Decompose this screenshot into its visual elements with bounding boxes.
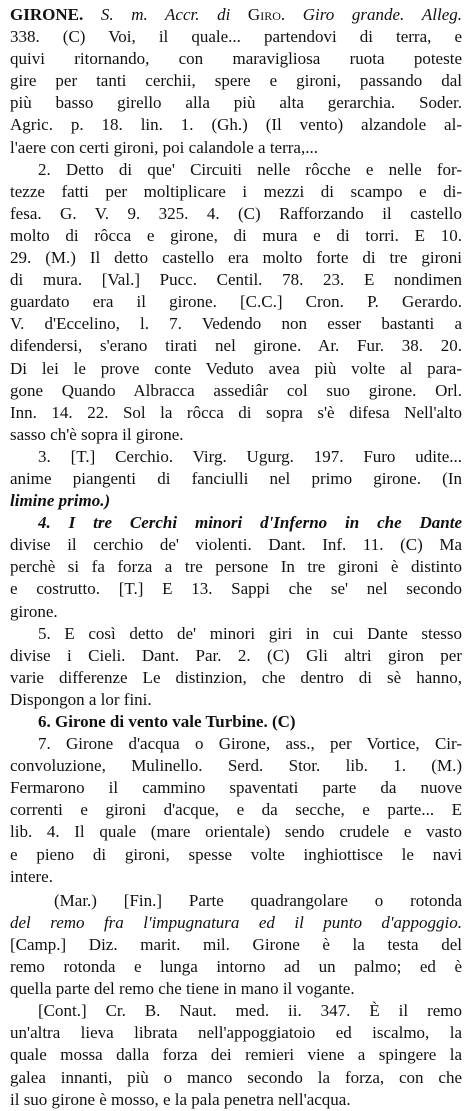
text-line: e pieno di gironi, spesse volte inghiottisce le navi xyxy=(10,844,462,864)
text-line: lib. 4. Il quale (mare orientale) sendo crudele e vasto xyxy=(10,822,462,842)
text-line: girone. xyxy=(10,601,58,621)
headword: GIRONE xyxy=(10,5,79,24)
text-line: del remo fra l'impugnatura ed il punto d'appoggio. xyxy=(10,912,462,932)
text-line: guardato era il girone. [C.C.] Cron. P. Gerardo. xyxy=(10,292,462,312)
text-line: più basso girello alla più alta gerarchia. Soder. xyxy=(10,93,462,113)
text-line: divise il cerchio de' violenti. Dant. Inf. 11. (C) Ma xyxy=(10,535,462,555)
text-line: e costrutto. [T.] E 13. Sappi che se' nel secondo xyxy=(10,579,462,599)
text-line: 6. Girone di vento vale Turbine. (C) xyxy=(38,712,296,731)
text-line: fesa. G. V. 9. 325. 4. (C) Rafforzando il castello xyxy=(10,203,462,223)
sense-5 xyxy=(10,623,462,711)
sense-7 xyxy=(10,733,462,888)
text-line: 4. I tre Cerchi minori d'Inferno in che Dante xyxy=(38,513,462,533)
text-line: Inn. 14. 22. Sol la rôcca di sopra s'è difesa Nell'alto xyxy=(10,402,462,422)
text-line: 5. E così detto de' minori giri in cui Dante stesso xyxy=(38,623,462,643)
text-line: intere. xyxy=(10,866,53,886)
sense-6 xyxy=(10,711,462,733)
text-line: Di lei le prove conte Veduto avea più volte al para- xyxy=(10,358,462,378)
text-line: di mura. [Val.] Pucc. Centil. 78. 23. E nondimen xyxy=(10,270,462,290)
text-line: 338. (C) Voi, il quale... partendovi di terra, e xyxy=(10,27,462,47)
text-line: un'altra lieva librata nell'appoggiatoio ed iscalmo, la xyxy=(10,1023,462,1043)
text-line: il suo girone è mosso, e la pala penetra nell'acqua. xyxy=(10,1089,351,1109)
text-line: gone Quando Albracca assediâr col suo girone. Orl. xyxy=(10,380,462,400)
text-line: V. d'Eccelino, l. 7. Vedendo non esser bastanti a xyxy=(10,314,462,334)
text-line: quella parte del remo che tiene in mano il vogante. xyxy=(10,979,355,999)
text-line: divise i Cieli. Dant. Par. 2. (C) Gli altri giron per xyxy=(10,645,462,665)
text-line: l'aere con certi gironi, poi calandole a terra,... xyxy=(10,137,318,157)
sense-2 xyxy=(10,159,462,446)
text-line: 3. [T.] Cerchio. Virg. Ugurg. 197. Furo udite... xyxy=(38,446,462,466)
sense-cont xyxy=(10,1000,462,1110)
entry-header xyxy=(10,4,462,26)
text-line: perchè si fa forza a tre persone In tre gironi è distinto xyxy=(10,557,462,577)
text-line: 29. (M.) Il detto castello era molto forte di tre gironi xyxy=(10,248,462,268)
gloss: Giro grande. xyxy=(302,5,405,24)
sense-1 xyxy=(10,26,462,159)
entry-header-line: GIRONE. S. m. Accr. di Giro. Giro grande. Alleg. xyxy=(10,5,462,24)
text-line: Dispongon a lor fini. xyxy=(10,689,152,709)
sense-marine xyxy=(10,890,462,1000)
text-line: tezze fatti per moltiplicare i mezzi di scampo e di- xyxy=(10,181,462,201)
text-line: anime piangenti di fanciulli nel primo girone. (In xyxy=(10,468,462,488)
text-line: Fermarono il cammino spaventati parte da nuove xyxy=(10,778,462,798)
text-line: 2. Detto di que' Circuiti nelle rôcche e nelle for- xyxy=(38,159,462,179)
text-line: quivi ritornando, con maravigliosa ruota poteste xyxy=(10,49,462,69)
text-line: molto di rôcca e girone, di mura e di torri. E 10. xyxy=(10,225,462,245)
sense-4 xyxy=(10,512,462,622)
text-line: correnti e gironi d'acque, e da secche, e parte... E xyxy=(10,800,462,820)
text-line: convoluzione, Mulinello. Serd. Stor. lib. 1. (M.) xyxy=(10,756,462,776)
text-line: galea innanti, più o manco secondo la forza, con che xyxy=(10,1067,462,1087)
text-line: 7. Girone d'acqua o Girone, ass., per Vortice, Cir- xyxy=(38,734,462,754)
sense-3 xyxy=(10,446,462,512)
text-line: [Camp.] Diz. marit. mil. Girone è la testa del xyxy=(10,934,462,954)
text-line: (Mar.) [Fin.] Parte quadrangolare o rotonda xyxy=(54,890,462,910)
text-line: sasso ch'è sopra il girone. xyxy=(10,424,184,444)
part-of-speech: S. m. Accr. di xyxy=(100,5,231,24)
text-line: Agric. p. 18. lin. 1. (Gh.) (Il vento) alzandole al- xyxy=(10,115,462,135)
text-line: limine primo.) xyxy=(10,491,111,511)
text-line: [Cont.] Cr. B. Naut. med. ii. 347. È il remo xyxy=(38,1001,462,1021)
text-line: difendersi, s'erano tirati nel girone. Ar. Fur. 38. 20. xyxy=(10,336,462,356)
text-line: varie differenze Le distinzion, che dentro di sè hanno, xyxy=(10,667,462,687)
root-word: Giro xyxy=(247,5,281,24)
text-line: gire per tanti cerchii, spere e gironi, passando dal xyxy=(10,71,462,91)
text-line: remo rotonda e lunga intorno ad un palmo; ed è xyxy=(10,957,462,977)
text-line: quale mossa dalla forza dei remieri viene a spingere la xyxy=(10,1045,462,1065)
